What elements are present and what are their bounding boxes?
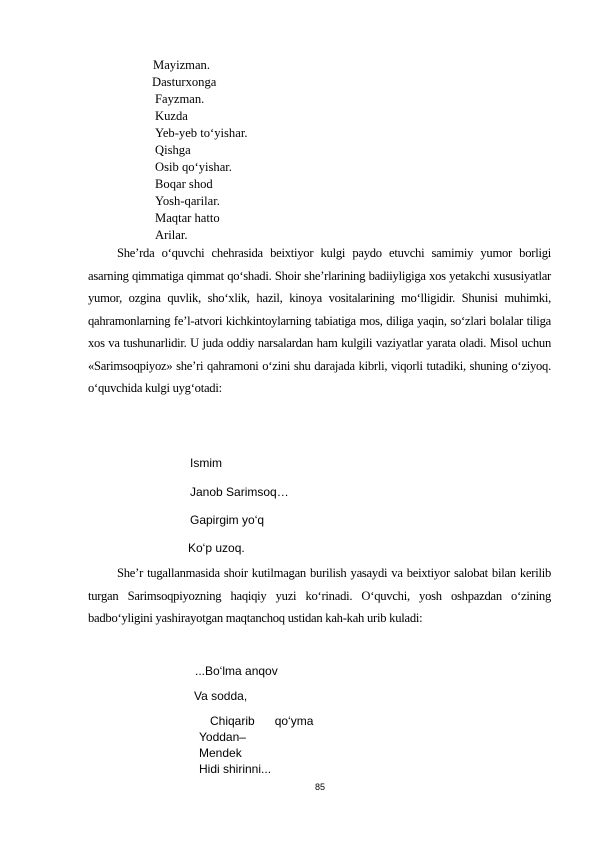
poem-line: Arilar. — [155, 228, 188, 242]
poem-line: Yeb-yeb to‘yishar. — [155, 126, 248, 140]
poem-line: Gapirgim yo‘q — [190, 513, 265, 527]
body-paragraph: She’rda o‘quvchi chehrasida beixtiyor kulgi paydo etuvchi samimiy yumor borligi asarning qimmatiga qimmat qo‘shadi. Shoir she’rlarining badiiyligiga xos yetakchi xususiyatlar yumor, ozgina quvlik, sho‘xlik, hazil, kinoya vositalarining mo‘lligidir. Shunisi muhimki, qahramonlarning fe’l-atvori kichkintoylarning tabiatiga mos, diliga yaqin, so‘zlari bolalar tiliga xos va tushunarlidir. U juda oddiy narsalardan ham kulgili vaziyatlar yarata oladi. Misol uchun «Sarimsoqpiyoz» she’ri qahramoni o‘zini shu darajada kibrli, viqorli tutadiki, shuning o‘ziyoq. o‘quvchida kulgi uyg‘otadi: — [88, 246, 551, 395]
poem-line: Qishga — [155, 143, 191, 157]
page-number: 85 — [314, 782, 325, 792]
poem-line: Boqar shod — [155, 177, 213, 191]
poem-line: Janob Sarimsoq… — [190, 485, 289, 499]
poem-line: Yosh-qarilar. — [155, 194, 220, 208]
body-paragraph: She’r tugallanmasida shoir kutilmagan burilish yasaydi va beixtiyor salobat bilan kerilib turgan Sarimsoqpiyozning haqiqiy yuzi ko‘rinadi. O‘quvchi, yosh oshpazdan o‘zining badbo‘yligini yashirayotgan maqtanchoq ustidan kah-kah urib kuladi: — [88, 566, 551, 625]
poem-line: Dasturxonga — [152, 75, 217, 89]
poem-line: Mendek — [199, 746, 242, 760]
poem-line: Maqtar hatto — [155, 211, 220, 225]
poem-line: Mayizman. — [153, 58, 211, 72]
poem-line: Hidi shirinni... — [199, 762, 272, 776]
poem-line: Va sodda, — [194, 689, 248, 703]
poem-line: Ismim — [190, 456, 222, 470]
poem-line: ...Bo‘lma anqov — [195, 664, 278, 678]
poem-line: Kuzda — [155, 109, 188, 123]
poem-line: Yoddan– — [199, 730, 246, 744]
poem-line: Chiqarib qo‘yma — [210, 714, 314, 728]
poem-line: Fayzman. — [155, 92, 205, 106]
poem-line: Ko‘p uzoq. — [188, 541, 245, 555]
poem-line: Osib qo‘yishar. — [155, 160, 232, 174]
